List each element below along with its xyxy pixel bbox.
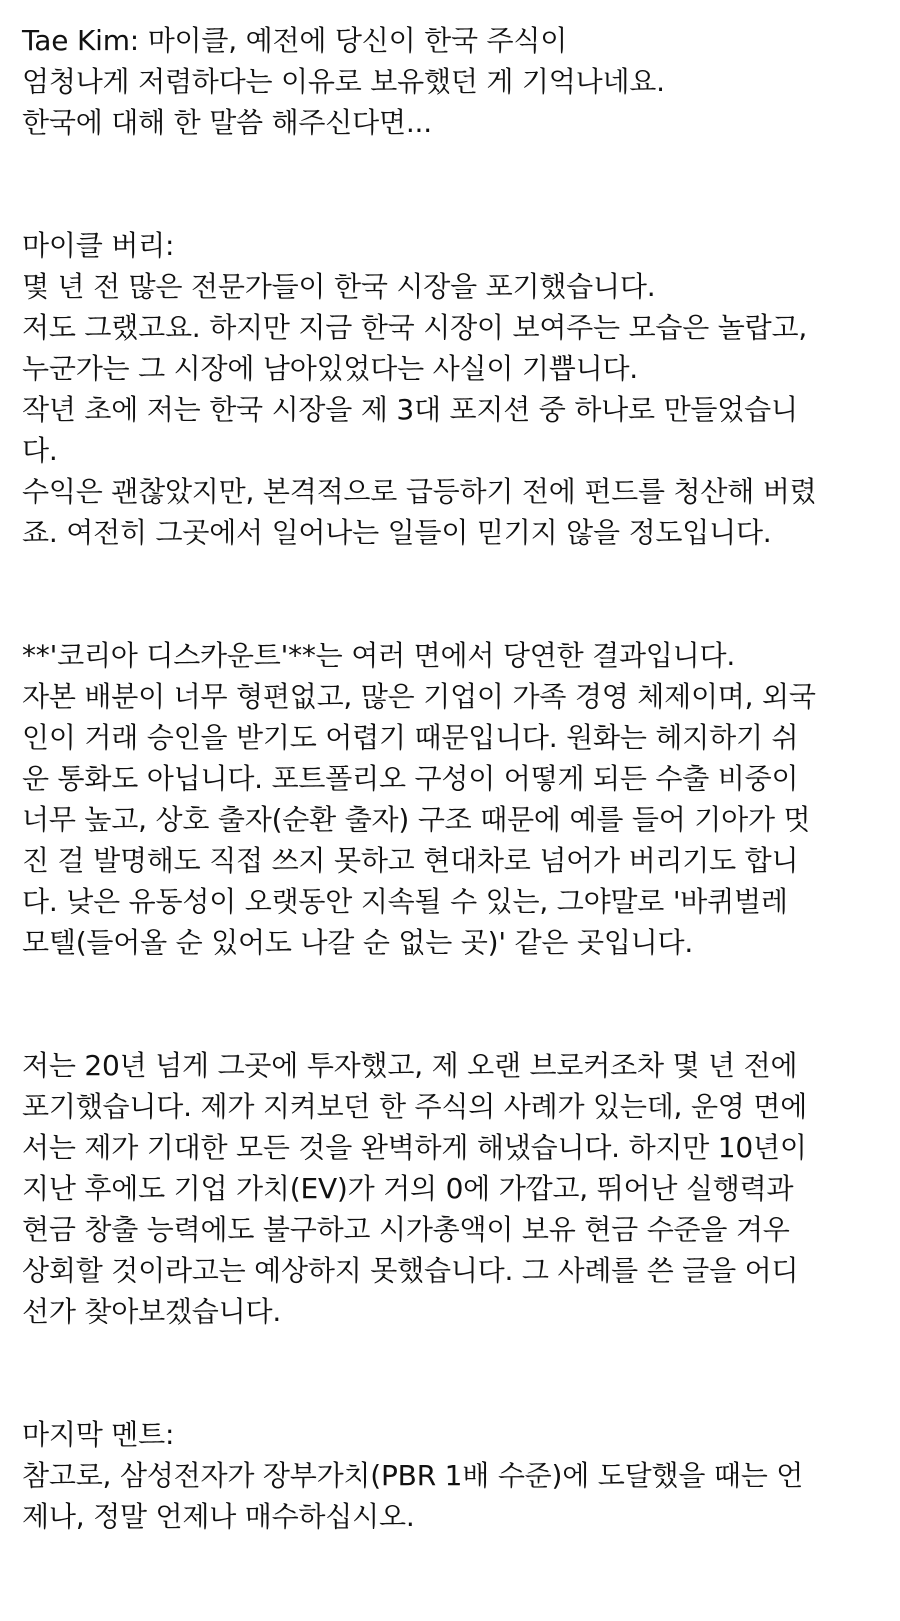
text-line: Tae Kim: 마이클, 예전에 당신이 한국 주식이 (22, 24, 568, 57)
paragraph-gap (22, 553, 882, 635)
document-body (22, 20, 882, 1537)
text-line: 저는 20년 넘게 그곳에 투자했고, 제 오랜 브로커조차 몇 년 전에 (22, 1049, 798, 1082)
paragraph-question (22, 20, 882, 143)
paragraph-gap (22, 143, 882, 225)
text-line: 누군가는 그 시장에 남아있었다는 사실이 기쁩니다. (22, 352, 639, 385)
paragraph-experience (22, 1045, 882, 1332)
text-line: 다. (22, 434, 58, 467)
paragraph-gap (22, 1332, 882, 1414)
text-line: 몇 년 전 많은 전문가들이 한국 시장을 포기했습니다. (22, 270, 656, 303)
text-line: 수익은 괜찮았지만, 본격적으로 급등하기 전에 펀드를 청산해 버렸 (22, 475, 817, 508)
text-line: 한국에 대해 한 말씀 해주신다면... (22, 106, 432, 139)
text-line: 작년 초에 저는 한국 시장을 제 3대 포지션 중 하나로 만들었습니 (22, 393, 798, 426)
text-line: 마이클 버리: (22, 229, 175, 262)
text-line: 엄청나게 저렴하다는 이유로 보유했던 게 기억나네요. (22, 65, 665, 98)
text-line: 포기했습니다. 제가 지켜보던 한 주식의 사례가 있는데, 운영 면에 (22, 1090, 808, 1123)
paragraph-gap (22, 963, 882, 1045)
text-line: 서는 제가 기대한 모든 것을 완벽하게 해냈습니다. 하지만 10년이 (22, 1131, 807, 1164)
text-line: 참고로, 삼성전자가 장부가치(PBR 1배 수준)에 도달했을 때는 언 (22, 1459, 804, 1492)
paragraph-final-comment (22, 1414, 882, 1537)
paragraph-burry-answer (22, 225, 882, 553)
text-line: 자본 배분이 너무 형편없고, 많은 기업이 가족 경영 체제이며, 외국 (22, 680, 816, 713)
text-line: 인이 거래 승인을 받기도 어렵기 때문입니다. 원화는 헤지하기 쉬 (22, 721, 799, 754)
text-line: 모텔(들어올 순 있어도 나갈 순 없는 곳)' 같은 곳입니다. (22, 926, 694, 959)
text-line: 진 걸 발명해도 직접 쓰지 못하고 현대차로 넘어가 버리기도 합니 (22, 844, 799, 877)
text-line: 다. 낮은 유동성이 오랫동안 지속될 수 있는, 그야말로 '바퀴벌레 (22, 885, 788, 918)
text-line: 선가 찾아보겠습니다. (22, 1295, 282, 1328)
text-line: 지난 후에도 기업 가치(EV)가 거의 0에 가깝고, 뛰어난 실행력과 (22, 1172, 794, 1205)
text-line: 운 통화도 아닙니다. 포트폴리오 구성이 어떻게 되든 수출 비중이 (22, 762, 799, 795)
text-line: 현금 창출 능력에도 불구하고 시가총액이 보유 현금 수준을 겨우 (22, 1213, 790, 1246)
paragraph-korea-discount (22, 635, 882, 963)
text-line: 상회할 것이라고는 예상하지 못했습니다. 그 사례를 쓴 글을 어디 (22, 1254, 799, 1287)
text-line: 너무 높고, 상호 출자(순환 출자) 구조 때문에 예를 들어 기아가 멋 (22, 803, 811, 836)
text-line: 저도 그랬고요. 하지만 지금 한국 시장이 보여주는 모습은 놀랍고, (22, 311, 808, 344)
text-line: **'코리아 디스카운트'**는 여러 면에서 당연한 결과입니다. (22, 639, 736, 672)
text-line: 마지막 멘트: (22, 1418, 175, 1451)
text-line: 제나, 정말 언제나 매수하십시오. (22, 1500, 415, 1533)
text-line: 죠. 여전히 그곳에서 일어나는 일들이 믿기지 않을 정도입니다. (22, 516, 772, 549)
